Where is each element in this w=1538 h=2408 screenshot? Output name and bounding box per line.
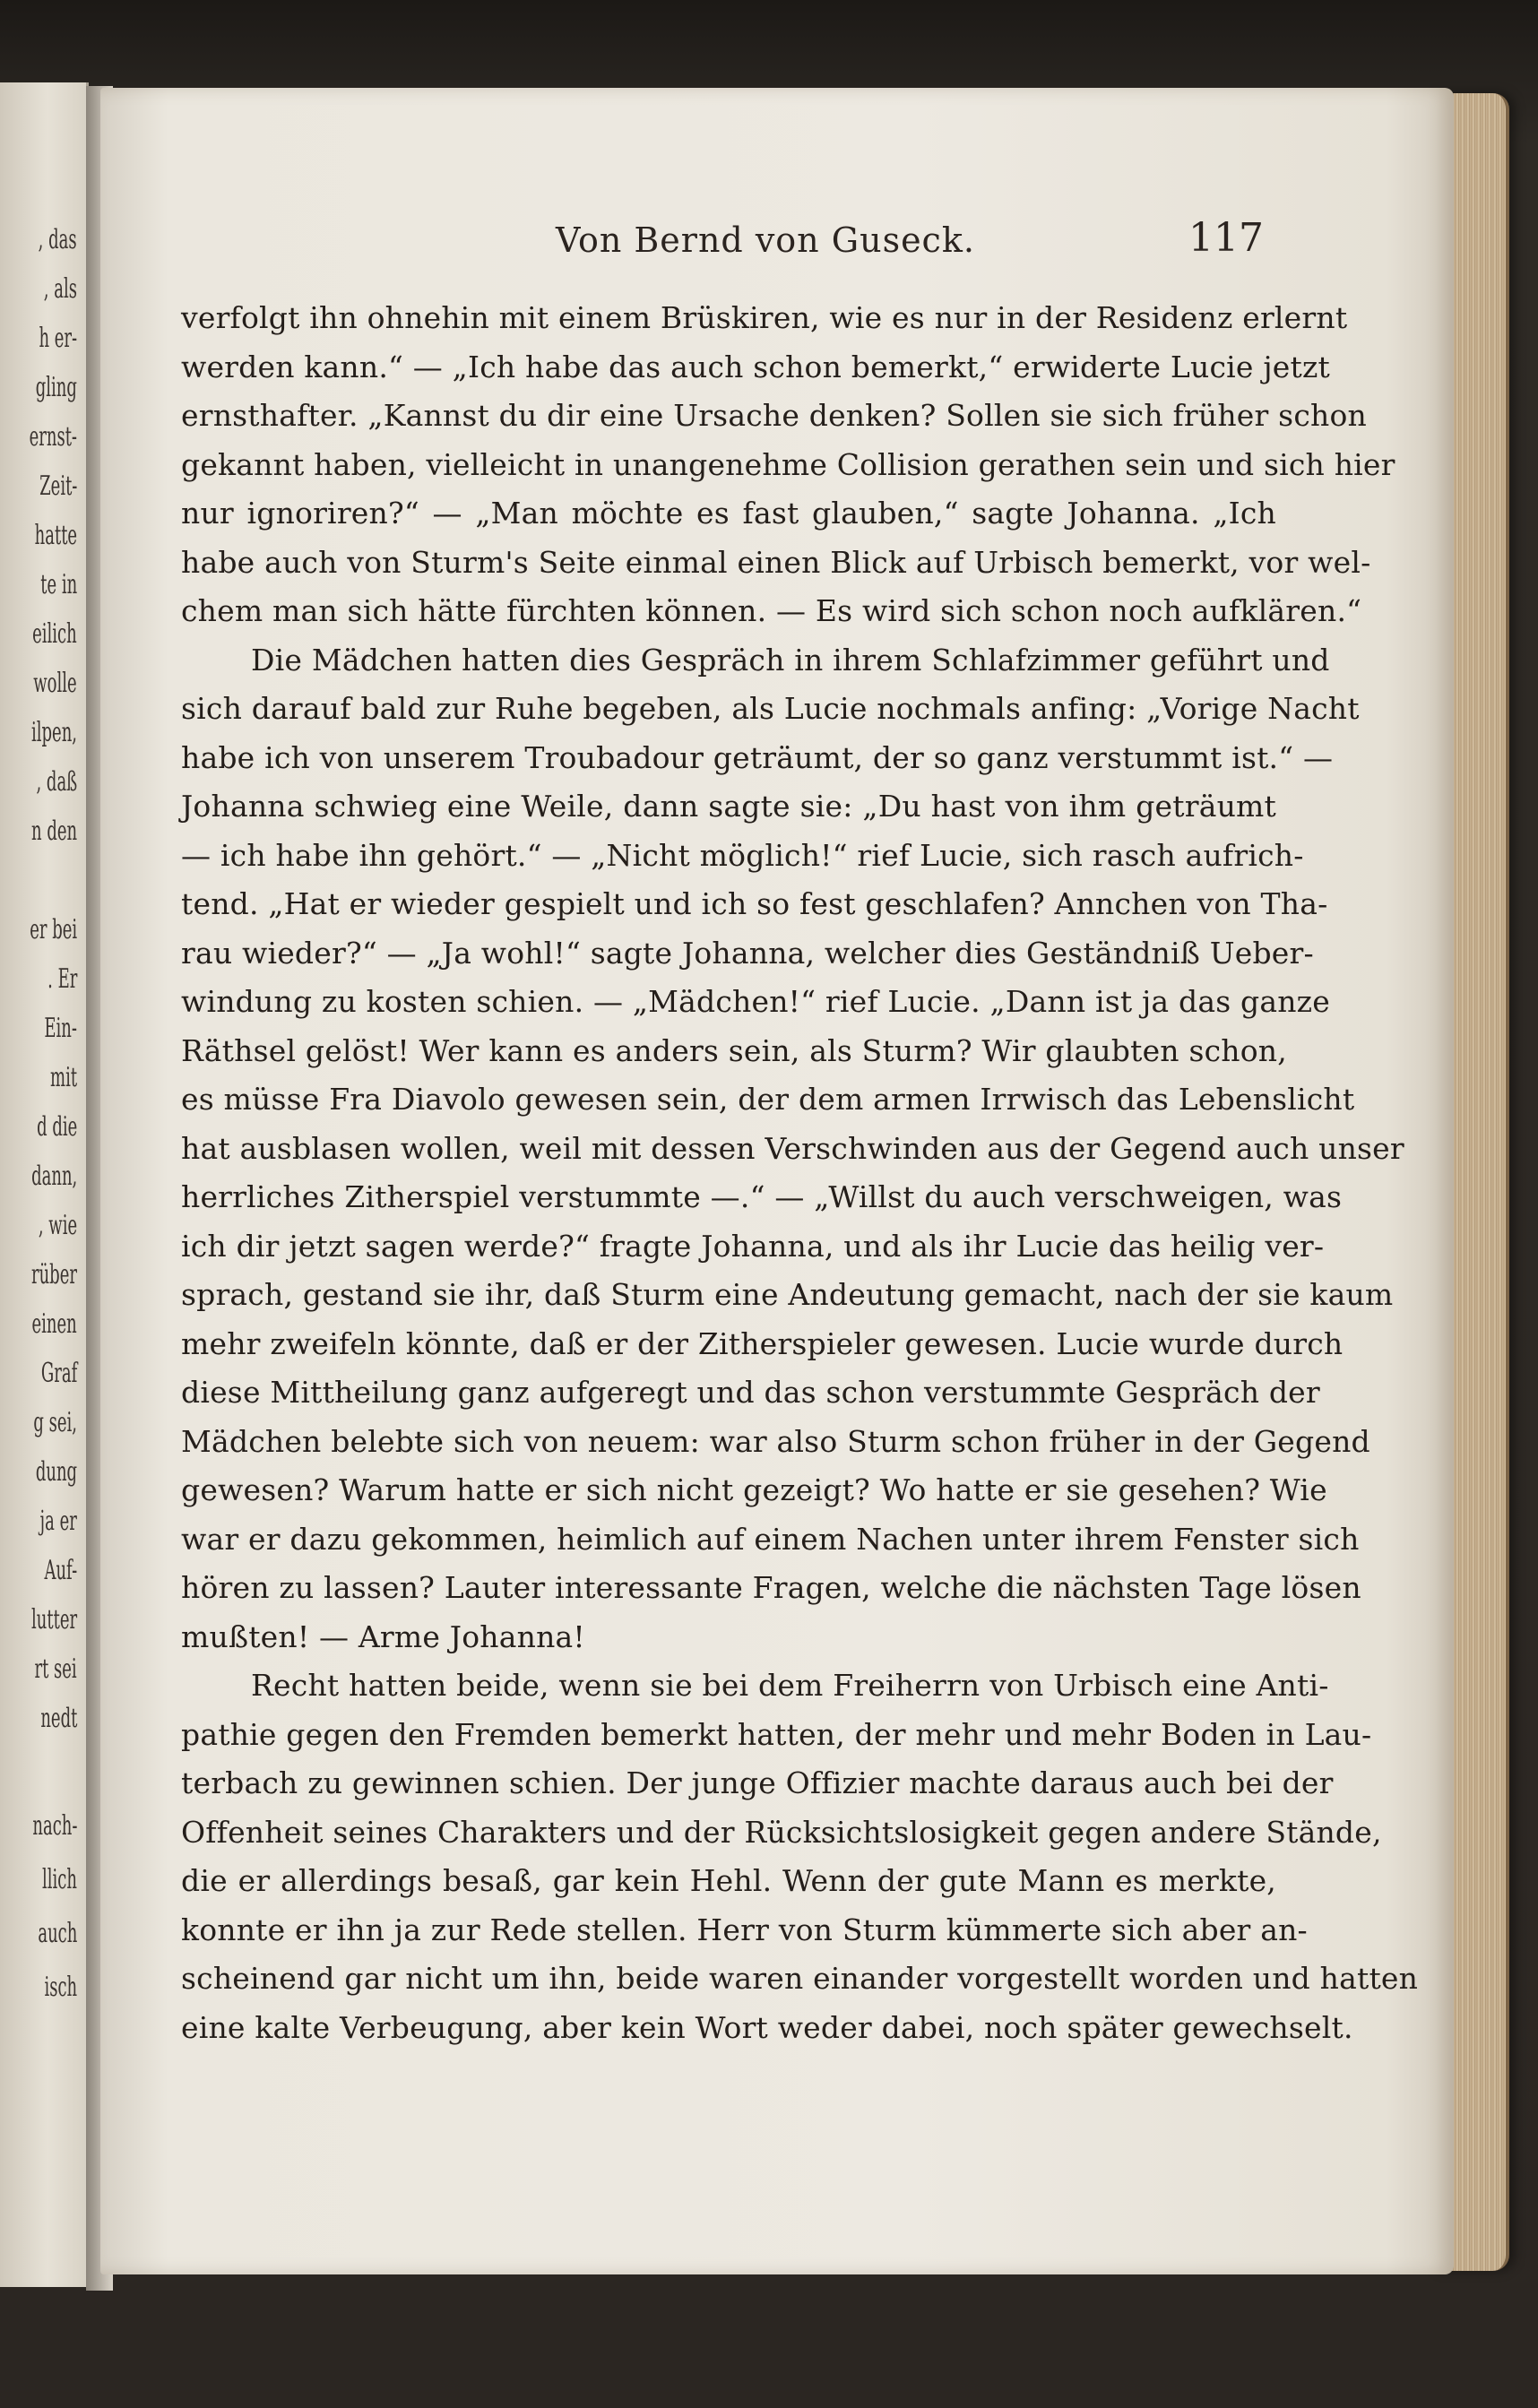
text-line: gewesen? Warum hatte er sich nicht gezeigt? Wo hatte er sie gesehen? Wie [181,1472,1327,1507]
left-page-fragment: hatte [34,520,77,551]
body-text [181,294,1419,2052]
text-line: Offenheit seines Charakters und der Rücksichtslosigkeit gegen andere Stände, [181,1814,1382,1850]
text-line: sich darauf bald zur Ruhe begeben, als Lucie nochmals anfing: „Vorige Nacht [181,691,1360,726]
text-line: terbach zu gewinnen schien. Der junge Offizier machte daraus auch bei der [181,1765,1334,1800]
text-line: sprach, gestand sie ihr, daß Sturm eine Andeutung gemacht, nach der sie kaum [181,1277,1394,1312]
text-line: konnte er ihn ja zur Rede stellen. Herr von Sturm kümmerte sich aber an- [181,1912,1308,1947]
text-line: habe auch von Sturm's Seite einmal einen Blick auf Urbisch bemerkt, vor wel- [181,544,1371,580]
left-page-fragment: , daß [36,766,77,798]
text-line: herrliches Zitherspiel verstummte —.“ — „Willst du auch verschweigen, was [181,1179,1343,1214]
text-line: nur ignoriren?“ — „Man möchte es fast glauben,“ sagte Johanna. „Ich [181,496,1276,531]
text-line: diese Mittheilung ganz aufgeregt und das schon verstummte Gespräch der [181,1375,1320,1410]
left-page-fragment: llich [42,1864,77,1895]
page-number: 117 [1188,215,1264,261]
left-page-fragment: dann, [30,1161,77,1192]
left-page-fragment: dung [35,1456,77,1488]
text-line: Die Mädchen hatten dies Gespräch in ihrem Schlafzimmer geführt und [251,642,1330,678]
text-line: es müsse Fra Diavolo gewesen sein, der dem armen Irrwisch das Lebenslicht [181,1082,1355,1117]
text-line: hören zu lassen? Lauter interessante Fragen, welche die nächsten Tage lösen [181,1570,1361,1605]
left-page-fragment: gling [35,372,77,403]
left-page-fragment: lutter [30,1604,77,1636]
text-line: eine kalte Verbeugung, aber kein Wort weder dabei, noch später gewechselt. [181,2009,1353,2045]
left-page-fragment: te in [40,569,77,600]
text-line: werden kann.“ — „Ich habe das auch schon bemerkt,“ erwiderte Lucie jetzt [181,349,1331,384]
left-page-fragment: isch [44,1972,77,2003]
text-line: ich dir jetzt sagen werde?“ fragte Johanna, und als ihr Lucie das heilig ver- [181,1228,1325,1264]
left-page-fragment: Zeit- [39,470,77,502]
left-page-fragment: . Er [47,963,77,995]
left-page-fragment: , wie [38,1210,77,1241]
text-line: hat ausblasen wollen, weil mit dessen Verschwinden aus der Gegend auch unser [181,1130,1404,1166]
text-line: windung zu kosten schien. — „Mädchen!“ rief Lucie. „Dann ist ja das ganze [181,984,1330,1019]
left-page-fragment: n den [30,816,77,847]
text-line: die er allerdings besaß, gar kein Hehl. Wenn der gute Mann es merkte, [181,1863,1276,1898]
running-head: Von Bernd von Guseck. [556,220,975,260]
left-page-fragment: , das [39,224,77,255]
text-line: habe ich von unserem Troubadour geträumt, der so ganz verstummt ist.“ — [181,739,1334,775]
text-line: — ich habe ihn gehört.“ — „Nicht möglich!“ rief Lucie, sich rasch aufrich- [181,837,1304,873]
text-line: tend. „Hat er wieder gespielt und ich so fest geschlafen? Annchen von Tha- [181,886,1328,921]
left-page-fragment: eilich [32,618,77,650]
text-line: chem man sich hätte fürchten können. — Es wird sich schon noch aufklären.“ [181,593,1362,628]
left-page-fragment: rüber [31,1259,77,1290]
left-page-fragment: h er- [39,323,77,354]
text-line: ernsthafter. „Kannst du dir eine Ursache denken? Sollen sie sich früher schon [181,398,1367,433]
left-page-fragment: Ein- [44,1013,77,1044]
text-line: gekannt haben, vielleicht in unangenehme Collision gerathen sein und sich hier [181,446,1395,482]
text-line: mehr zweifeln könnte, daß er der Zitherspieler gewesen. Lucie wurde durch [181,1325,1344,1361]
left-page-fragment: Auf- [44,1555,77,1586]
left-page-fragment: er bei [30,914,77,945]
text-line: verfolgt ihn ohnehin mit einem Brüskiren, wie es nur in der Residenz erlernt [181,300,1348,335]
text-line: rau wieder?“ — „Ja wohl!“ sagte Johanna, welcher dies Geständniß Ueber- [181,935,1314,971]
text-line: pathie gegen den Fremden bemerkt hatten, der mehr und mehr Boden in Lau- [181,1716,1372,1752]
left-page-fragment: wolle [33,668,77,699]
left-page-fragment: nach- [31,1810,77,1842]
left-page-fragment: rt sei [34,1653,77,1685]
text-line: war er dazu gekommen, heimlich auf einem Nachen unter ihrem Fenster sich [181,1521,1360,1557]
text-line: scheinend gar nicht um ihn, beide waren einander vorgestellt worden und hatten [181,1961,1419,1996]
text-line: Recht hatten beide, wenn sie bei dem Freiherrn von Urbisch eine Anti- [251,1668,1329,1703]
text-line: Johanna schwieg eine Weile, dann sagte sie: „Du hast von ihm geträumt [181,789,1276,824]
left-page-fragment: d die [36,1111,77,1143]
left-page-fragment: g sei, [33,1407,77,1438]
left-page-fragment: , als [43,273,77,305]
text-line: Räthsel gelöst! Wer kann es anders sein, als Sturm? Wir glaubten schon, [181,1032,1287,1068]
text-line: mußten! — Arme Johanna! [181,1618,585,1654]
left-page-fragment: mit [49,1062,77,1093]
left-page-edge [0,82,89,2287]
left-page-fragment: einen [31,1308,77,1340]
left-page-fragment: ilpen, [30,717,77,748]
left-page-fragment: auch [37,1918,77,1949]
left-page-fragment: ja er [39,1506,77,1537]
left-page-fragment: ernst- [29,421,77,453]
left-page-fragment: nedt [39,1703,77,1734]
left-page-fragment: Graf [40,1358,77,1389]
text-line: Mädchen belebte sich von neuem: war also Sturm schon früher in der Gegend [181,1423,1370,1459]
